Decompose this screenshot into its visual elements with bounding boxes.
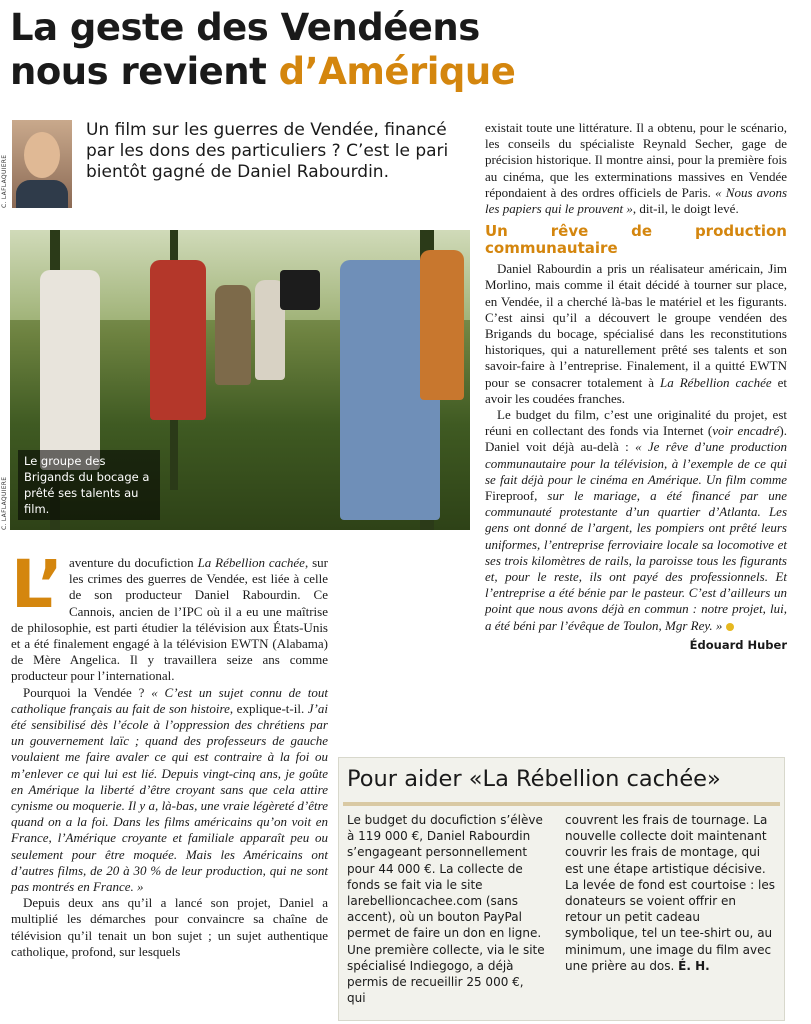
photo-figure <box>215 285 251 385</box>
photo-credit: C. LAFLAQUIERE <box>1 476 8 530</box>
paragraph-6: Le budget du film, c’est une originalité du projet, est réuni en collectant des fonds via Internet (voir encadré). Daniel voit déjà au-delà : « Je rêve d’une production communautaire pour la télévision, à l’exemple de ce qui se fait déjà pour le cinéma en Amérique. Un film comme Fireproof, sur le mariage, a été financé par une communauté protestante d’un quartier d’Atlanta. Les gens ont donné de l’argent, les pompiers ont prêté leurs uniformes, l’entreprise ferroviaire locale sa locomotive et ses trois kilomètres de rails, la paroisse tous les figurants et, pour le reste, ils ont payé des professionnels. Et l’entreprise a été bénie par le pasteur. C’est d’ailleurs un point que nous avons déjà en commun : notre projet, lui, a été béni par l’évêque de Toulon, Mgr Rey. » <box>485 407 788 633</box>
box-divider <box>343 802 780 806</box>
portrait-body-shape <box>16 180 68 208</box>
photo-figure <box>40 270 100 470</box>
box-column-2: couvrent les frais de tournage. La nouvelle collecte doit maintenant couvrir les frais de montage, qui est une étape artistique décisive. La levée de fond est courtoise : les donateurs se voient offrir en retour un petit cadeau symbolique, tel un tee-shirt ou, au minimum, une image du film avec une prière au dos. É. H. <box>565 813 775 973</box>
end-dot-icon <box>726 623 734 631</box>
headline <box>10 6 570 94</box>
article-column-1 <box>11 546 328 960</box>
box-column-1: Le budget du docufiction s’élève à 119 000 €, Daniel Rabourdin s’engageant personnellement pour 44 000 €. La collecte de fonds se fait via le site larebellioncachee.com (sans accent), où un bouton PayPal permet de faire un don en ligne. Une première collecte, via le site spécialisé Indiegogo, a déjà permis de recueillir 25 000 €, qui <box>347 813 545 1006</box>
author-portrait <box>12 120 72 208</box>
box-title: Pour aider «La Rébellion cachée» <box>347 766 721 792</box>
headline-accent: d’Amérique <box>278 50 516 93</box>
subheading: Un rêve de production communautaire <box>485 222 787 258</box>
paragraph-4: existait toute une littérature. Il a obtenu, pour le scénario, les conseils du spécialiste Reynald Secher, gage de précision historique. Il montre ainsi, pour la première fois au cinéma, que les exterminations massives en Vendée répondaient à des ordres officiels de Paris. « Nous avons les papiers qui le prouvent », dit-il, le doigt levé. <box>485 120 788 217</box>
author-signature: Édouard Huber <box>689 637 787 652</box>
photo-figure <box>420 250 464 400</box>
dropcap: L’ <box>11 546 63 623</box>
paragraph-2: Pourquoi la Vendée ? « C’est un sujet connu de tout catholique français au fait de son histoire, explique-t-il. J’ai été sensibilisé dès l’école à l’oppression des chrétiens par un gouvernement laïc ; quand des professeurs de gauche voulaient me faire avaler ce qui est contraire à la foi ou m’enlever ce qui lui est lié. Depuis vingt-cinq ans, je goûte en Amérique la liberté d’être croyant sans que cela attire cynisme ou moquerie. Il y a, là-bas, une vraie légèreté d’être quand on a la foi. Dans les films américains qu’on voit en France, l’Amérique croyante et familiale apparaît peu ou seulement pour être moquée. Mais les Américains ont d’autres films, de 20 à 30 % de leur production, qui ne sont pas montrés en France. » <box>11 684 328 895</box>
box-initials: É. H. <box>678 958 710 973</box>
headline-line-2 <box>10 50 570 94</box>
photo-caption: Le groupe des Brigands du bocage a prêté ses talents au film. <box>18 450 160 520</box>
paragraph-3: Depuis deux ans qu’il a lancé son projet, Daniel a multiplié les démarches pour convaincre sa chaîne de télévision qu’il tenait un bon sujet ; un sujet authentique catholique, profond, sur lesquels <box>11 895 328 959</box>
intro-text: Un film sur les guerres de Vendée, financé par les dons des particuliers ? C’est le pari bientôt gagné de Daniel Rabourdin. <box>86 120 449 182</box>
paragraph-1: L’ aventure du docufiction La Rébellion cachée, sur les crimes des guerres de Vendée, est liée à celle de son producteur Daniel Rabourdin. Ce Cannois, ancien de l’IPC où il a eu une maîtrise de philosophie, est parti étudier la télévision aux États-Unis et a été finalement engagé à la télévision EWTN (Alabama) de Mère Angelica. Il y travaillera seize ans comme producteur pour l’international. <box>11 546 328 684</box>
article-column-2 <box>485 120 787 653</box>
headline-line-1: La geste des Vendéens <box>10 6 480 49</box>
portrait-face-shape <box>24 132 60 178</box>
photo-figure <box>150 260 206 420</box>
film-title: La Rébellion cachée <box>197 555 305 570</box>
headline-plain: nous revient <box>10 50 279 93</box>
camera-shape <box>280 270 320 310</box>
sidebar-box <box>338 757 785 1021</box>
portrait-credit: C. LAFLAQUIERE <box>1 154 8 208</box>
paragraph-5: Daniel Rabourdin a pris un réalisateur américain, Jim Morlino, mais comme il était décidé à tourner sur place, en Vendée, il a cherché là-bas le matériel et les figurants. C’est ainsi qu’il a découvert le groupe vendéen des Brigands du bocage, spécialisé dans les reconstitutions historiques, qui a naturellement prêté ses talents et son savoir-faire à l’entreprise. Finalement, il a quitté EWTN pour se consacrer totalement à La Rébellion cachée et avoir les coudées franches. <box>485 261 787 406</box>
